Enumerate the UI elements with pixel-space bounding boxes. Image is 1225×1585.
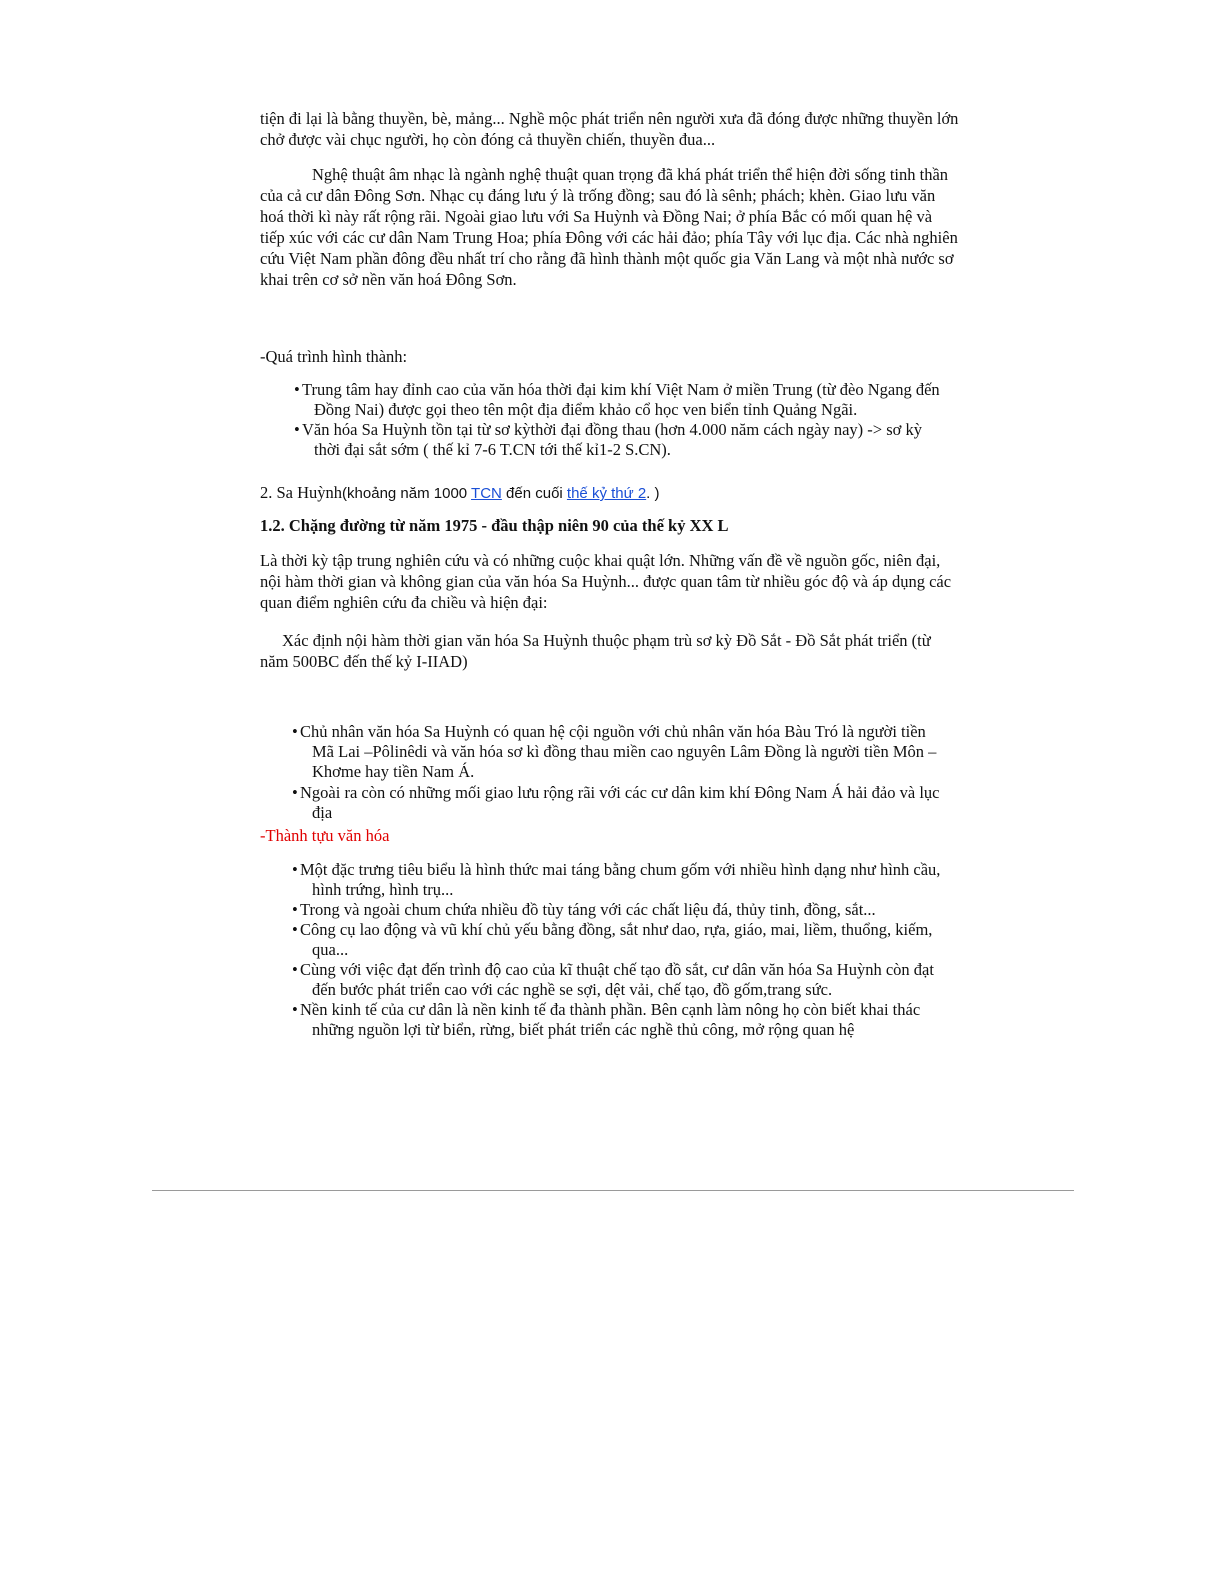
origin-list <box>284 722 944 823</box>
formation-label: -Quá trình hình thành: <box>260 347 408 366</box>
achievements-list <box>284 860 944 1040</box>
list-item-text: Ngoài ra còn có những mối giao lưu rộng rãi với các cư dân kim khí Đông Nam Á hải đảo và lục địa <box>300 783 940 822</box>
list-item <box>284 900 944 920</box>
bullet-icon: • <box>294 420 300 439</box>
bullet-icon: • <box>292 860 298 879</box>
list-item <box>286 420 946 460</box>
list-item-text: Một đặc trưng tiêu biểu là hình thức mai táng bằng chum gốm với nhiều hình dạng như hình cầu, hình trứng, hình trụ... <box>300 860 941 899</box>
paragraph-music: Nghệ thuật âm nhạc là ngành nghệ thuật quan trọng đã khá phát triển thể hiện đời sống tinh thần của cả cư dân Đông Sơn. Nhạc cụ đáng lưu ý là trống đồng; sau đó là sênh; phách; khèn. Giao lưu văn hoá thời kì này rất rộng rãi. Ngoài giao lưu với Sa Huỳnh và Đồng Nai; ở phía Bắc có mối quan hệ và tiếp xúc với các cư dân Nam Trung Hoa; phía Đông với các hải đảo; phía Tây với lục địa. Các nhà nghiên cứu Việt Nam phần đông đều nhất trí cho rằng đã hình thành một quốc gia Văn Lang và một nhà nước sơ khai trên cơ sở nền văn hoá Đông Sơn. <box>260 165 958 289</box>
list-item-text: Nền kinh tế của cư dân là nền kinh tế đa thành phần. Bên cạnh làm nông họ còn biết khai thác những nguồn lợi từ biển, rừng, biết phát triển các nghề thủ công, mở rộng quan hệ <box>300 1000 921 1039</box>
list-item-text: Trung tâm hay đỉnh cao của văn hóa thời đại kim khí Việt Nam ở miền Trung (từ đèo Ngang đến Đồng Nai) được gọi theo tên một địa điểm khảo cổ học ven biển tỉnh Quảng Ngãi. <box>302 380 940 419</box>
paragraph-transport: tiện đi lại là bằng thuyền, bè, mảng... Nghề mộc phát triển nên người xưa đã đóng được những thuyền lớn chở được vài chục người, họ còn đóng cả thuyền chiến, thuyền đua... <box>260 109 959 149</box>
century-link[interactable]: thế kỷ thứ 2 <box>566 485 647 502</box>
formation-list <box>286 380 946 460</box>
list-item <box>284 860 944 900</box>
bullet-icon: • <box>294 380 300 399</box>
list-item <box>284 960 944 1000</box>
sa-huynh-mid2: đến cuối <box>501 485 567 502</box>
bullet-icon: • <box>292 900 298 919</box>
list-item-text: Công cụ lao động và vũ khí chủ yếu bằng đồng, sắt như dao, rựa, giáo, mai, liềm, thuổng, kiếm, qua... <box>300 920 933 959</box>
bullet-icon: • <box>292 722 298 741</box>
paragraph-timeline: Xác định nội hàm thời gian văn hóa Sa Huỳnh thuộc phạm trù sơ kỳ Đồ Sắt - Đồ Sắt phát triển (từ năm 500BC đến thế kỷ I-IIAD) <box>260 631 931 671</box>
list-item-text: Chủ nhân văn hóa Sa Huỳnh có quan hệ cội nguồn với chủ nhân văn hóa Bàu Tró là người tiền Mã Lai –Pôlinêdi và văn hóa sơ kì đồng thau miền cao nguyên Lâm Đồng là người tiền Môn –Khơme hay tiền Nam Á. <box>300 722 937 781</box>
list-item <box>286 380 946 420</box>
sa-huynh-prefix: 2. Sa Huỳnh <box>260 483 343 502</box>
bullet-icon: • <box>292 1000 298 1019</box>
paragraph-research: Là thời kỳ tập trung nghiên cứu và có những cuộc khai quật lớn. Những vấn đề về nguồn gốc, niên đại, nội hàm thời gian và không gian của văn hóa Sa Huỳnh... được quan tâm từ nhiều góc độ và áp dụng các quan điểm nghiên cứu đa chiều và hiện đại: <box>260 551 952 612</box>
list-item-text: Cùng với việc đạt đến trình độ cao của kĩ thuật chế tạo đồ sắt, cư dân văn hóa Sa Huỳnh còn đạt đến bước phát triển cao với các nghề se sợi, dệt vải, chế tạo, đồ gốm,trang sức. <box>300 960 934 999</box>
sa-huynh-mid: (khoảng năm 1000 <box>342 485 472 502</box>
bullet-icon: • <box>292 960 298 979</box>
list-item-text: Trong và ngoài chum chứa nhiều đồ tùy táng với các chất liệu đá, thủy tinh, đồng, sắt... <box>300 900 876 919</box>
tcn-link[interactable]: TCN <box>471 485 502 502</box>
list-item <box>284 783 944 823</box>
bullet-icon: • <box>292 783 298 802</box>
sa-huynh-line <box>260 482 960 504</box>
list-item <box>284 920 944 960</box>
achievements-label: -Thành tựu văn hóa <box>260 826 390 845</box>
list-item <box>284 722 944 782</box>
bullet-icon: • <box>292 920 298 939</box>
page-divider <box>152 1190 1074 1191</box>
sa-huynh-end: . ) <box>646 485 660 502</box>
list-item-text: Văn hóa Sa Huỳnh tồn tại từ sơ kỳthời đại đồng thau (hơn 4.000 năm cách ngày nay) -> sơ kỳ thời đại sắt sớm ( thế kỉ 7-6 T.CN tới thế kỉ1-2 S.CN). <box>302 420 922 459</box>
section-heading: 1.2. Chặng đường từ năm 1975 - đầu thập niên 90 của thế kỷ XX L <box>260 516 729 535</box>
list-item <box>284 1000 944 1040</box>
